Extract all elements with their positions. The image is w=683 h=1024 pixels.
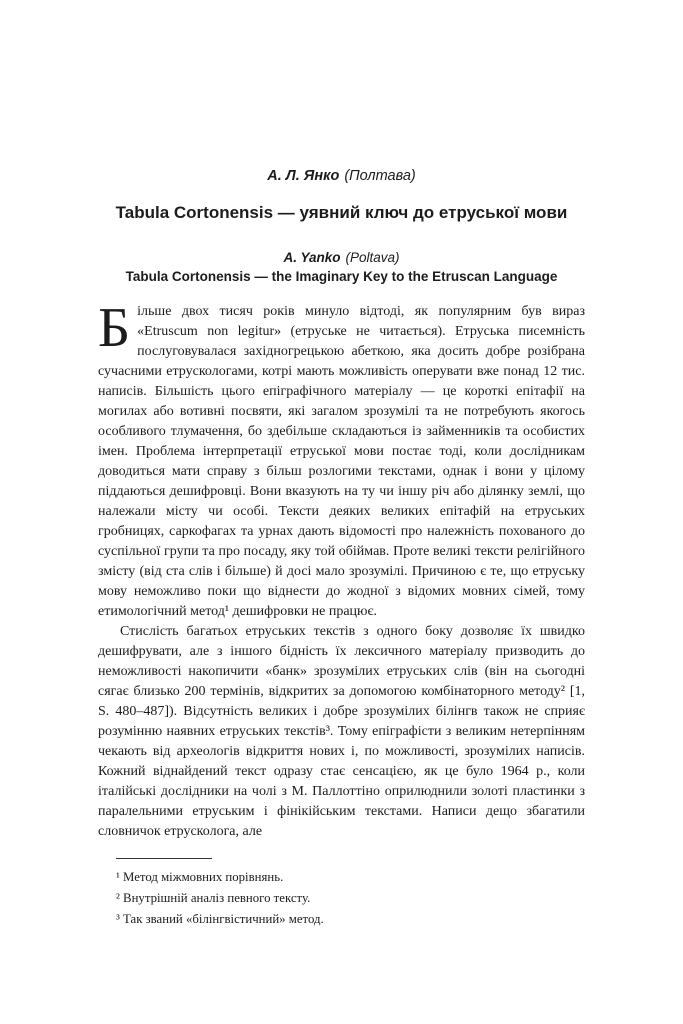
author-en-affiliation: (Poltava) xyxy=(345,250,400,265)
paragraph-2: Стислість багатьох етруських текстів з одного боку дозволяє їх швидко дешифрувати, але з іншого бідність їх лексичного матеріалу призводить до неможливості накопичити «банк» зрозумілих етруських слів (він на сьогодні сягає близько 200 термінів, відкритих за допомогою комбінаторного методу² [1, S. 480–487]). Відсутність великих і добре зрозумілих білінгв також не сприяє розумінню наявних етруських текстів³. Тому епіграфісти з великим нетерпінням чекають від археологів відкриття нових і, по можливості, зрозумілих написів. Кожний віднайдений текст одразу стає сенсацією, як це було 1964 р., коли італійські дослідники на чолі з М. Паллоттіно оприлюднили золоті пластинки з паралельними етруським і фінікійським текстами. Написи дещо збагатили словничок етрусколога, але xyxy=(98,624,585,839)
dropcap-letter: Б xyxy=(98,297,131,359)
author-line-en xyxy=(98,250,585,265)
author-line-uk xyxy=(98,0,585,184)
footnote-2: ² Внутрішній аналіз певного тексту. xyxy=(116,891,311,905)
author-uk-name: А. Л. Янко xyxy=(267,168,340,184)
paragraph-1 xyxy=(98,297,585,622)
footnote-separator-line xyxy=(116,858,212,859)
article-body xyxy=(98,297,585,842)
footnote-1: ¹ Метод міжмовних порівнянь. xyxy=(116,870,284,884)
article-title-uk: Tabula Cortonensis — уявний ключ до етруської мови xyxy=(115,203,568,222)
footnotes-block xyxy=(98,867,585,930)
paragraph-1-text: ільше двох тисяч років минуло відтоді, як популярним був вираз «Etruscum non legitur» (етруське не читається). Етруська писемність послуговувалася західногрецькою абеткою, яка досить добре розібрана сучасними етрускологами, котрі мають можливість оперувати вже понад 12 тис. написів. Більшість цього епіграфічного матеріалу — це короткі епітафії на могилах або вотивні посвяти, які загалом зрозумілі та не потребують якогось особливого тлумачення, бо здебільше складаються із займенників та особистих імен. Проблема інтерпретації етруської мови постає тоді, коли дослідникам доводиться мати справу з більш розлогими текстами, однак і вони у цілому піддаються дешифровці. Вони вказують на ту чи іншу річ або ділянку землі, що належали місту чи особі. Тексти деяких великих епітафій на етруських гробницях, саркофагах та урнах дають відомості про належність похованого до суспільної групи та про посаду, яку той обіймав. Проте великі тексти релігійного змісту (від ста слів і більше) й досі мало зрозумілі. Причиною є те, що етруську мову неможливо поки що віднести до жодної з відомих мовних сімей, тому етимологічний метод¹ дешифровки не працює. xyxy=(98,304,585,619)
article-title-en: Tabula Cortonensis — the Imaginary Key to the Etruscan Language xyxy=(125,269,558,284)
author-uk-affiliation: (Полтава) xyxy=(344,168,416,184)
footnote-3: ³ Так званий «білінгвістичний» метод. xyxy=(116,912,324,926)
author-en-name: A. Yanko xyxy=(283,250,341,265)
